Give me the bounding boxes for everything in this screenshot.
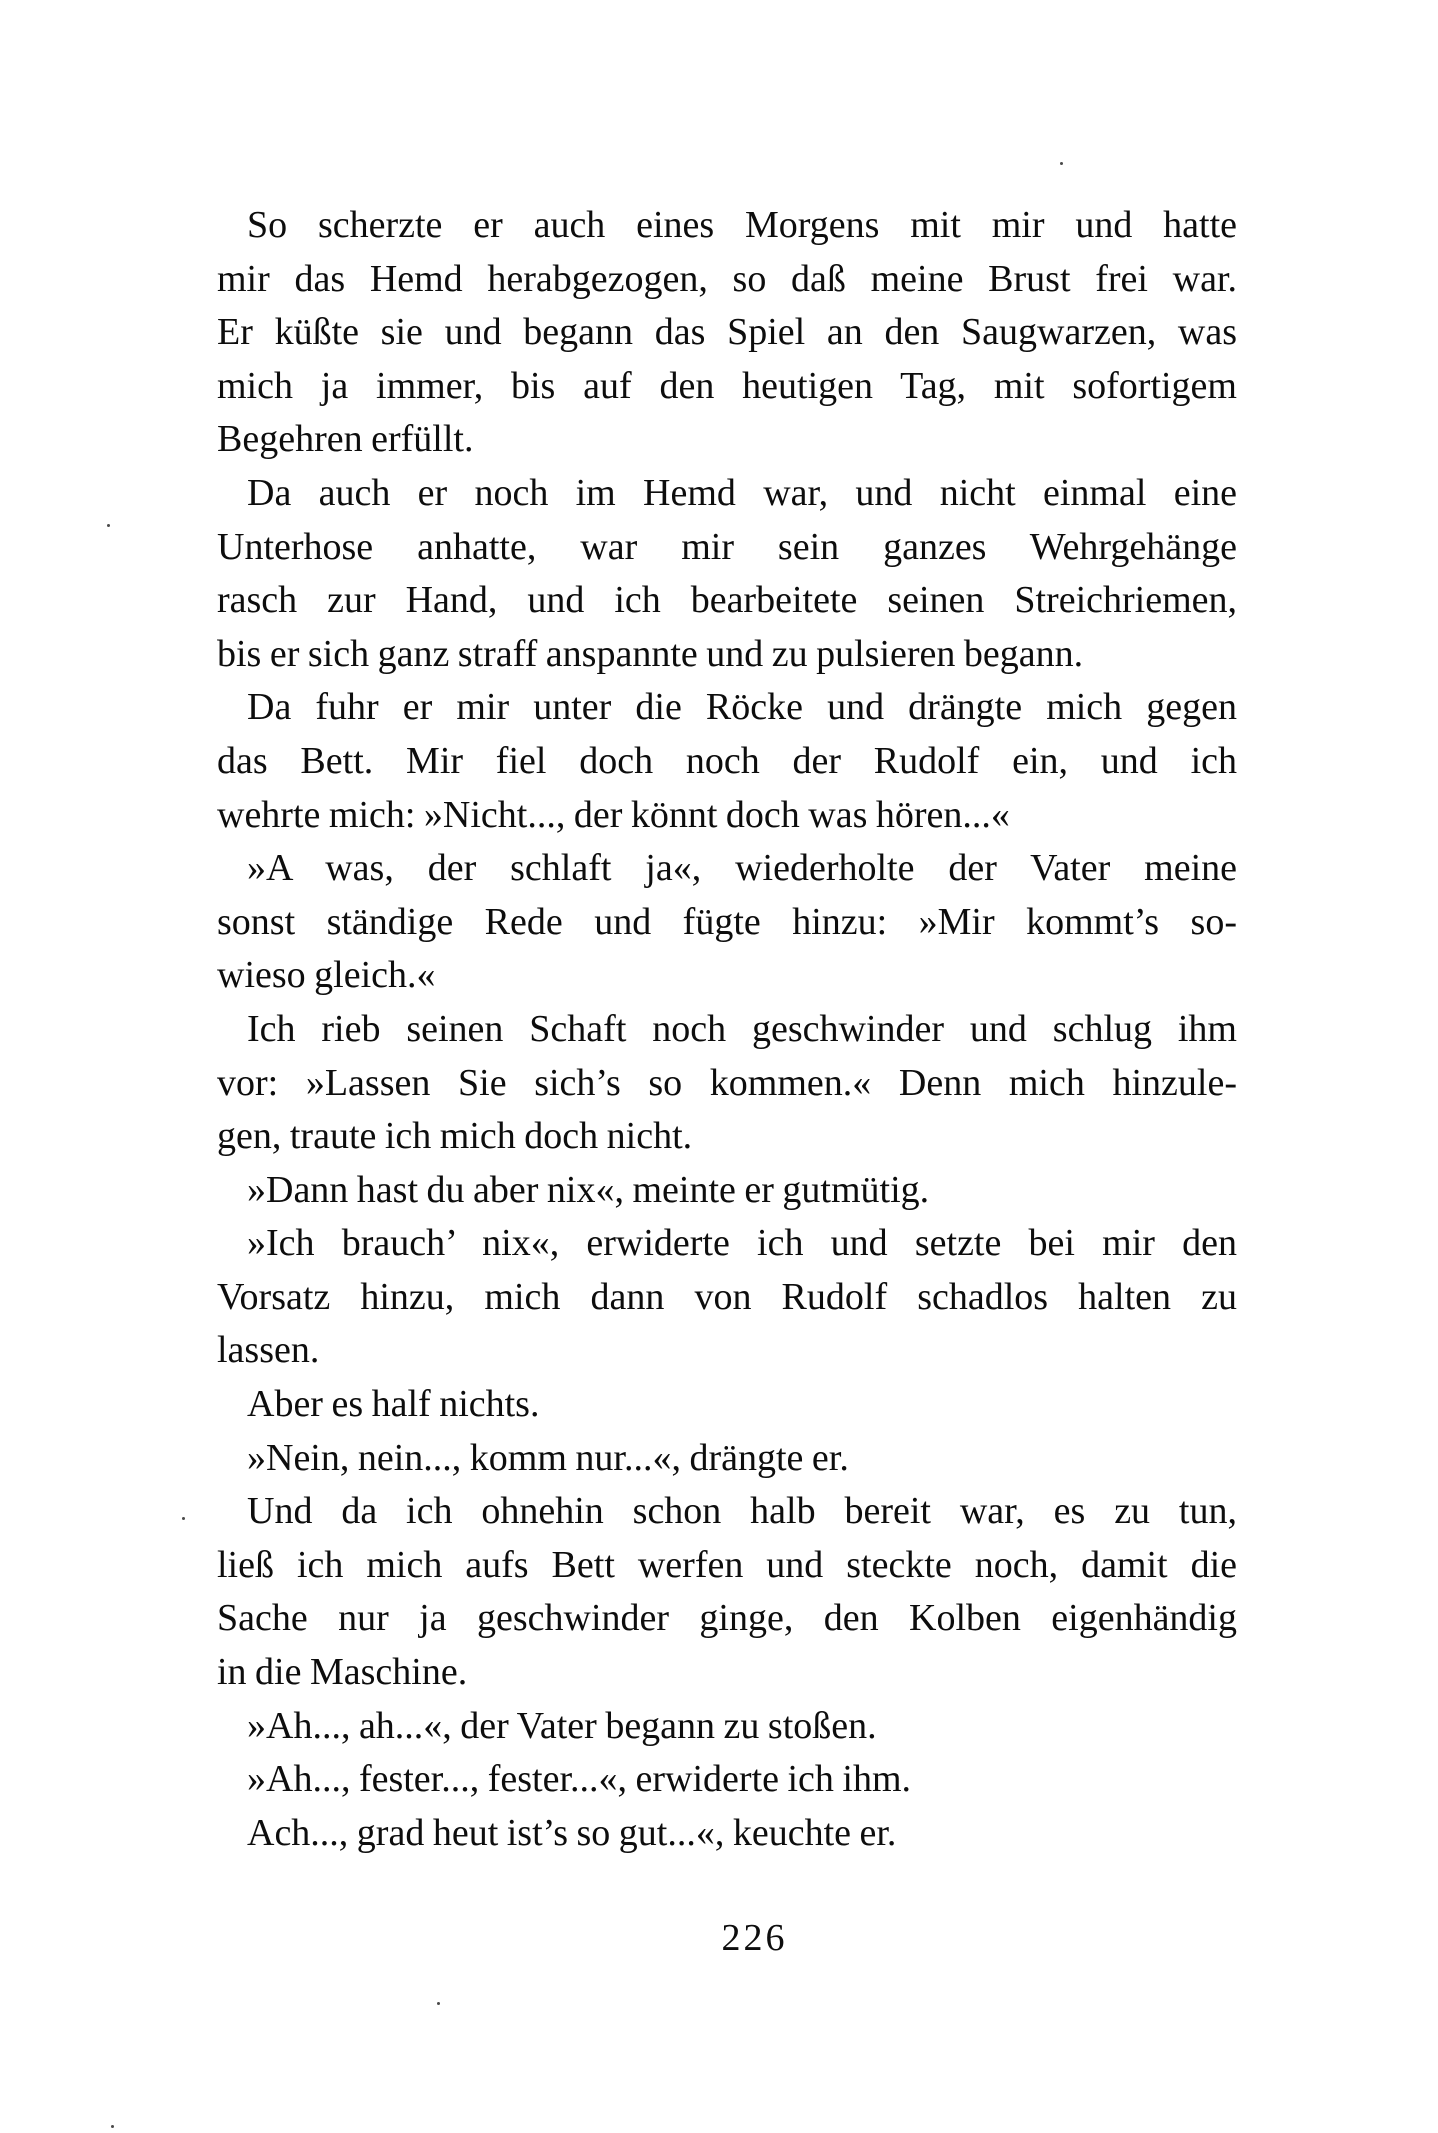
paragraph (217, 1378, 1237, 1432)
scan-speck (111, 2125, 114, 2128)
paragraph (217, 842, 1237, 1003)
paragraph (217, 1217, 1237, 1378)
text-line: »A was, der schlaft ja«, wiederholte der Vater meine (247, 847, 1237, 890)
text-line: »Nein, nein..., komm nur...«, drängte er. (247, 1436, 849, 1479)
paragraph (217, 1753, 1237, 1807)
text-line: das Bett. Mir fiel doch noch der Rudolf ein, und ich (217, 739, 1237, 782)
text-line: in die Maschine. (217, 1651, 468, 1694)
text-line: sonst ständige Rede und fügte hinzu: »Mir kommt’s so- (217, 900, 1237, 943)
text-line: Vorsatz hinzu, mich dann von Rudolf schadlos halten zu (217, 1275, 1237, 1318)
text-line: rasch zur Hand, und ich bearbeitete seinen Streichriemen, (217, 579, 1237, 622)
paragraph (217, 1003, 1237, 1164)
scan-speck (437, 2002, 440, 2005)
text-line: wieso gleich.« (217, 954, 436, 997)
page-text (217, 199, 1237, 1860)
text-line: mich ja immer, bis auf den heutigen Tag, mit sofortigem (217, 364, 1237, 407)
text-line: vor: »Lassen Sie sich’s so kommen.« Denn mich hinzule- (217, 1061, 1237, 1104)
text-line: »Dann hast du aber nix«, meinte er gutmütig. (247, 1168, 930, 1211)
paragraph (217, 467, 1237, 681)
paragraph (217, 681, 1237, 842)
text-line: Begehren erfüllt. (217, 418, 474, 461)
scan-speck (182, 1517, 185, 1520)
text-line: Unterhose anhatte, war mir sein ganzes Wehrgehänge (217, 525, 1237, 568)
text-line: wehrte mich: »Nicht..., der könnt doch was hören...« (217, 793, 1010, 836)
text-line: Er küßte sie und begann das Spiel an den Saugwarzen, was (217, 311, 1237, 354)
paragraph (217, 199, 1237, 467)
text-line: Sache nur ja geschwinder ginge, den Kolben eigenhändig (217, 1597, 1237, 1640)
paragraph (217, 1432, 1237, 1486)
text-line: »Ah..., ah...«, der Vater begann zu stoßen. (247, 1704, 877, 1747)
paragraph (217, 1164, 1237, 1218)
text-line: ließ ich mich aufs Bett werfen und steckte noch, damit die (217, 1543, 1237, 1586)
text-line: Aber es half nichts. (247, 1383, 540, 1426)
text-line: Und da ich ohnehin schon halb bereit war, es zu tun, (247, 1490, 1237, 1533)
text-line: Ach..., grad heut ist’s so gut...«, keuchte er. (247, 1811, 897, 1854)
text-line: mir das Hemd herabgezogen, so daß meine Brust frei war. (217, 257, 1237, 300)
text-line: gen, traute ich mich doch nicht. (217, 1115, 693, 1158)
paragraph (217, 1700, 1237, 1754)
paragraph (217, 1807, 1237, 1861)
text-line: bis er sich ganz straff anspannte und zu pulsieren begann. (217, 632, 1084, 675)
text-line: So scherzte er auch eines Morgens mit mir und hatte (247, 204, 1237, 246)
scan-speck (107, 524, 110, 527)
text-line: Da auch er noch im Hemd war, und nicht einmal eine (247, 471, 1237, 514)
text-line: lassen. (217, 1329, 320, 1372)
text-line: »Ah..., fester..., fester...«, erwiderte ich ihm. (247, 1758, 912, 1801)
text-line: Da fuhr er mir unter die Röcke und drängte mich gegen (247, 686, 1237, 729)
page-number: 226 (721, 1917, 788, 1959)
paragraph (217, 1485, 1237, 1699)
text-line: Ich rieb seinen Schaft noch geschwinder und schlug ihm (247, 1007, 1237, 1050)
text-line: »Ich brauch’ nix«, erwiderte ich und setzte bei mir den (247, 1222, 1237, 1265)
scan-speck (1060, 162, 1063, 165)
